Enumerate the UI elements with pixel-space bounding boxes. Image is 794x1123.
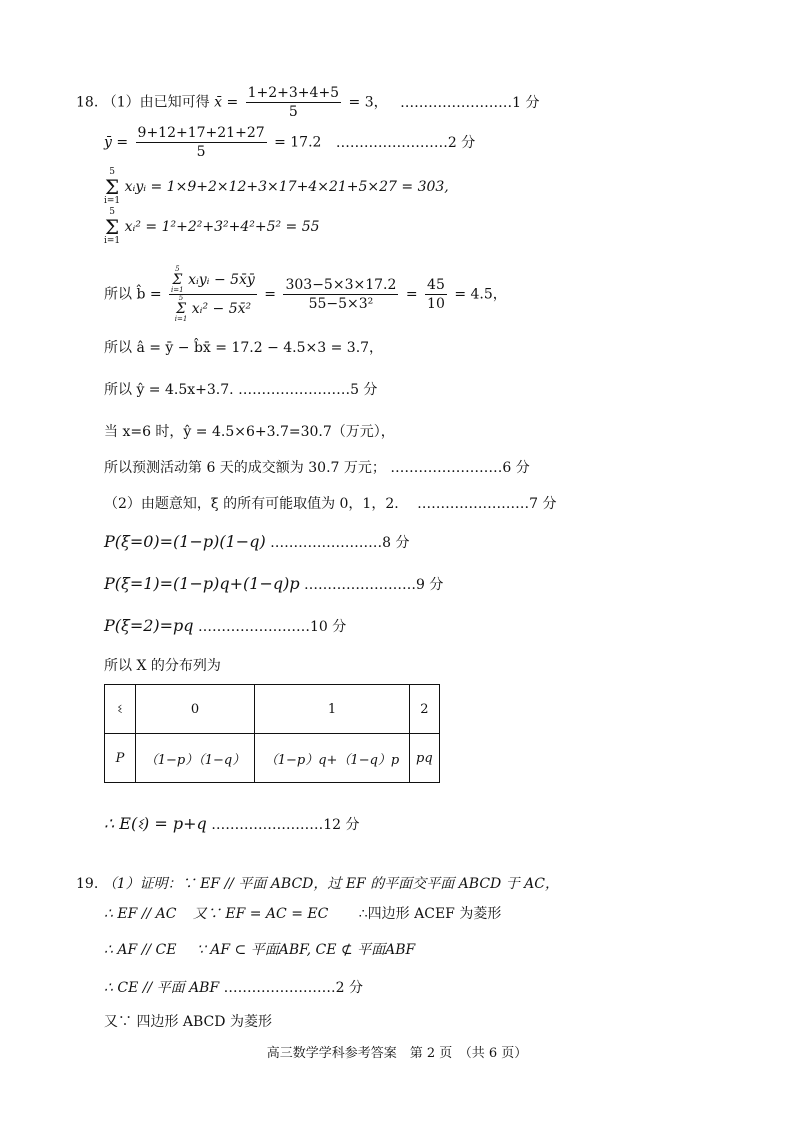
table-cell: （1−p）（1−q） (136, 734, 255, 783)
q18-line-p1: P(ξ=1)=(1−p)q+(1−q)p ……………………9 分 (104, 574, 444, 593)
q19-line-2: ∴ EF // AC 又∵ EF = AC = EC ∴四边形 ACEF 为菱形 (104, 906, 502, 922)
q18-line-b-hat: 所以 b̂ = 5 Σ i=1 xᵢyᵢ − 5x̄ȳ 5 Σ i=1 xᵢ² − 5x̄² = $\frac{303-5\times 3\times 17.2}{\text{55−5×3²}}$ = $\frac{45}{10}$ = 4.5， (104, 265, 507, 323)
q18-line-expectation: ∴ E(ଽ) = p+q ……………………12 分 (104, 814, 360, 833)
table-cell: 1 (255, 685, 410, 734)
q18-line-sum-x2: 5 Σ i=1 xᵢ² = 1²+2²+3²+4²+5² = 55 (104, 207, 320, 246)
q18-line-predict: 所以预测活动第 6 天的成交额为 30.7 万元； ……………………6 分 (104, 460, 530, 476)
ybar-fraction: $\frac{9+12+17+21+27}{5}$ (137, 125, 265, 160)
score-marker: ……………………9 分 (304, 577, 444, 593)
table-row (105, 734, 440, 783)
sigma-symbol: 5 Σ i=1 (104, 207, 121, 246)
score-marker: ……………………5 分 (238, 382, 378, 398)
q19-line-5: 又∵ 四边形 ABCD 为菱形 (104, 1014, 272, 1030)
score-marker: ……………………12 分 (211, 817, 360, 833)
q18-line-a-hat: 所以 â = ȳ − b̂x̄ = 17.2 − 4.5×3 = 3.7， (104, 340, 384, 356)
table-cell: 2 (410, 685, 440, 734)
q18-line-ybar: ȳ = $\frac{9+12+17+21+27}{5}$ = 17.2 ……………………2 分 (104, 125, 476, 160)
page-footer: 高三数学学科参考答案 第 2 页 （共 6 页） (266, 1046, 528, 1061)
b-hat-formula-fraction: 5 Σ i=1 xᵢyᵢ − 5x̄ȳ 5 Σ i=1 xᵢ² − 5x̄² (171, 265, 255, 323)
q19-line-4: ∴ CE // 平面 ABF ……………………2 分 (104, 980, 363, 996)
score-marker: ……………………1 分 (400, 94, 540, 111)
table-cell: 0 (136, 685, 255, 734)
b-hat-simplified-fraction: $\frac{45}{10}$ (427, 277, 445, 312)
q19-line-1: 19. （1）证明：∵ EF // 平面 ABCD，过 EF 的平面交平面 ABCD 于 AC， (76, 876, 559, 892)
q19-line-3: ∴ AF // CE ∵ AF ⊂ 平面ABF, CE ⊄ 平面ABF (104, 942, 416, 958)
q18-line-x6: 当 x=6 时，ŷ = 4.5×6+3.7=30.7（万元）， (104, 424, 395, 440)
q18-line-sum-xy: 5 Σ i=1 xᵢyᵢ = 1×9+2×12+3×17+4×21+5×27 = 303, (104, 167, 449, 206)
score-marker: ……………………6 分 (390, 460, 530, 476)
score-marker: ……………………10 分 (198, 619, 347, 635)
b-hat-numeric-fraction: $\frac{303-5\times 3\times 17.2}{\text{55−5×3²}}$ (285, 277, 397, 312)
question-number: 19. (76, 876, 99, 892)
score-marker: ……………………7 分 (417, 496, 557, 512)
distribution-table (104, 684, 440, 783)
table-cell: pq (410, 734, 440, 783)
score-marker: ……………………8 分 (270, 535, 410, 551)
score-marker: ……………………2 分 (223, 980, 363, 996)
q18-distribution-intro: 所以 X 的分布列为 (104, 658, 221, 674)
q18-line-xbar: 18. （1）由已知可得 x̄ = $\frac{1+2+3+4+5}{5}$ = 3， ……………………1 分 (76, 85, 540, 120)
table-cell: ଽ (105, 685, 136, 734)
table-header-row (105, 685, 440, 734)
q18-line-part2: （2）由题意知，ξ 的所有可能取值为 0，1，2. ……………………7 分 (104, 496, 557, 512)
xbar-fraction: $\frac{1+2+3+4+5}{5}$ (247, 85, 340, 120)
table-cell: P (105, 734, 136, 783)
table-cell: （1−p）q+（1−q）p (255, 734, 410, 783)
q18-line-p0: P(ξ=0)=(1−p)(1−q) ……………………8 分 (104, 532, 410, 551)
q18-line-regression: 所以 ŷ = 4.5x+3.7. ……………………5 分 (104, 382, 378, 398)
score-marker: ……………………2 分 (335, 134, 476, 151)
q18-line-p2: P(ξ=2)=pq ……………………10 分 (104, 616, 347, 635)
question-number: 18. (76, 94, 99, 111)
sigma-symbol: 5 Σ i=1 (104, 167, 121, 206)
